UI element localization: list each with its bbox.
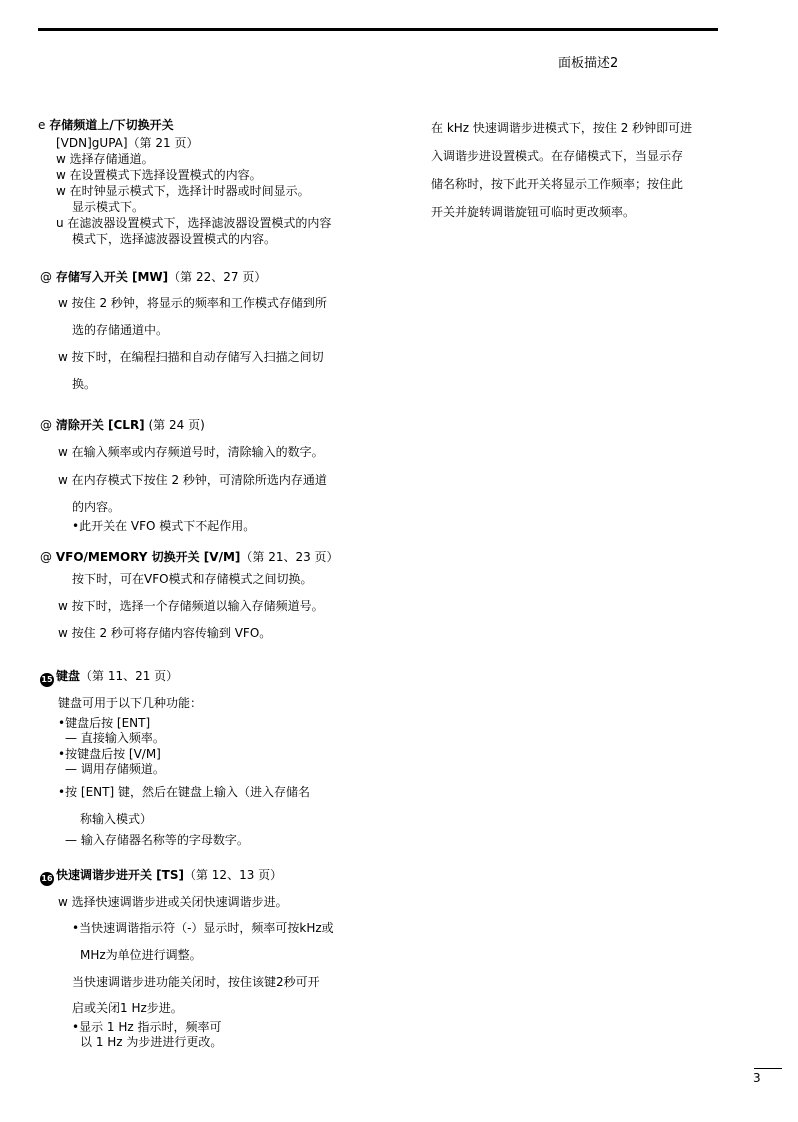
body-line: — 直接输入频率。 <box>65 731 165 745</box>
section-ref: （第 11、21 页） <box>80 669 179 683</box>
section-ref: [VDN]gUPA]（第 21 页） <box>56 136 199 150</box>
section-heading <box>40 667 178 687</box>
page-number-rule <box>754 1068 782 1069</box>
body-line: •显示 1 Hz 指示时，频率可 <box>72 1020 222 1034</box>
body-line: — 输入存储器名称等的字母数字。 <box>65 833 249 847</box>
body-line: w 选择快速调谐步进或关闭快速调谐步进。 <box>58 895 288 909</box>
body-line: 入调谐步进设置模式。在存储模式下，当显示存 <box>431 149 684 163</box>
body-line: w 在设置模式下选择设置模式的内容。 <box>56 168 262 182</box>
section-heading <box>40 268 266 285</box>
body-line: w 按下时，在编程扫描和自动存储写入扫描之间切 <box>58 350 324 364</box>
body-line: w 按住 2 秒钟，将显示的频率和工作模式存储到所 <box>58 296 327 310</box>
section-heading <box>40 548 339 565</box>
body-line: 开关并旋转调谐旋钮可临时更改频率。 <box>431 205 636 219</box>
body-line: w 按下时，选择一个存储频道以输入存储频道号。 <box>58 599 324 613</box>
body-line: w 选择存储通道。 <box>56 152 154 166</box>
section-title: 清除开关 [CLR] <box>55 418 145 432</box>
section-heading <box>40 866 282 886</box>
section-heading <box>40 416 205 433</box>
section-marker: @ <box>40 418 52 432</box>
body-line: 的内容。 <box>72 500 121 514</box>
body-line: w 在时钟显示模式下，选择计时器或时间显示。 <box>56 184 310 198</box>
body-line: 以 1 Hz 为步进进行更改。 <box>80 1035 223 1049</box>
body-line: w 按住 2 秒可将存储内容传输到 VFO。 <box>58 626 272 640</box>
body-line: w 在输入频率或内存频道号时，清除输入的数字。 <box>58 445 324 459</box>
section-marker: @ <box>40 270 52 284</box>
body-line: •按 [ENT] 键，然后在键盘上输入（进入存储名 <box>58 785 310 799</box>
section-title: 快速调谐步进开关 [TS] <box>56 868 184 882</box>
section-title: 存储频道上/下切换开关 <box>49 118 174 132</box>
body-line: 换。 <box>72 377 97 391</box>
section-title: VFO/MEMORY 切换开关 [V/M] <box>55 550 241 564</box>
section-marker: @ <box>40 550 52 564</box>
section-ref: （第 21、23 页） <box>240 550 339 564</box>
section-ref: (第 24 页) <box>148 418 205 432</box>
section-ref: （第 22、27 页） <box>168 270 267 284</box>
right-column <box>431 114 731 226</box>
body-line: 模式下，选择滤波器设置模式的内容。 <box>72 232 277 246</box>
section-marker: e <box>38 118 46 132</box>
section-heading <box>38 116 174 133</box>
body-line: 当快速调谐步进功能关闭时，按住该键2秒可开 <box>72 975 320 989</box>
body-line: •当快速调谐指示符（-）显示时，频率可按kHz或 <box>72 921 334 935</box>
circled-number-icon: 15 <box>40 673 54 687</box>
body-line: — 调用存储频道。 <box>65 762 165 776</box>
body-line: 储名称时，按下此开关将显示工作频率；按住此 <box>431 177 684 191</box>
body-line: 称输入模式） <box>80 812 153 826</box>
body-line: 显示模式下。 <box>72 200 145 214</box>
section-ref: （第 12、13 页） <box>183 868 283 882</box>
body-line: 按下时，可在VFO模式和存储模式之间切换。 <box>72 572 313 586</box>
body-line: MHz为单位进行调整。 <box>80 948 202 962</box>
body-line: •此开关在 VFO 模式下不起作用。 <box>72 519 256 533</box>
body-line: •键盘后按 [ENT] <box>58 716 151 730</box>
body-line: 启或关闭1 Hz步进。 <box>72 1001 183 1015</box>
body-line: 键盘可用于以下几种功能： <box>58 696 203 710</box>
section-title: 存储写入开关 [MW] <box>55 270 169 284</box>
body-line: 选的存储通道中。 <box>72 323 169 337</box>
circled-number-icon: 16 <box>40 872 54 886</box>
section-title: 键盘 <box>56 669 81 683</box>
page-number: 3 <box>753 1071 761 1085</box>
body-line: w 在内存模式下按住 2 秒钟，可清除所选内存通道 <box>58 473 327 487</box>
page-header: 面板描述2 <box>558 56 619 71</box>
body-line: u 在滤波器设置模式下，选择滤波器设置模式的内容 <box>56 216 332 230</box>
body-line: •按键盘后按 [V/M] <box>58 747 161 761</box>
body-line: 在 kHz 快速调谐步进模式下，按住 2 秒钟即可进 <box>431 121 693 135</box>
top-rule <box>38 28 718 31</box>
